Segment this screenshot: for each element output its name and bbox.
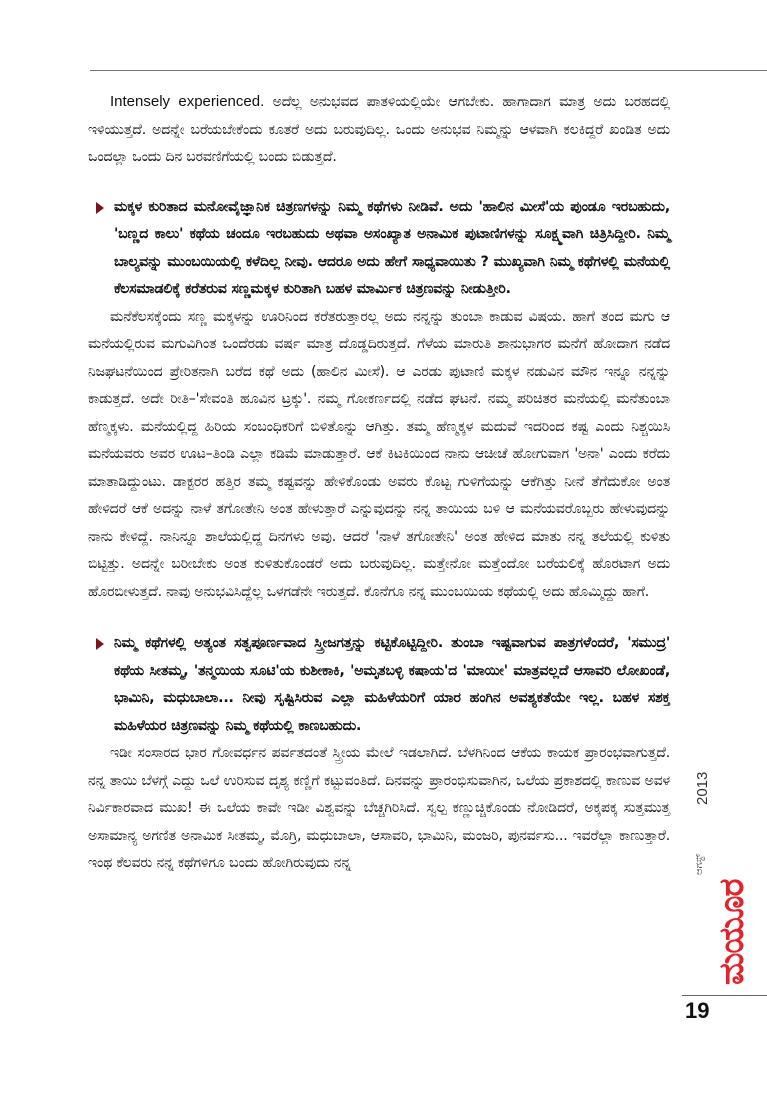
question-2 (88, 630, 670, 740)
issue-month: ಆಗಸ್ಟ್ (694, 853, 705, 875)
intro-paragraph (88, 88, 670, 172)
issue-year: 2013 (694, 771, 711, 805)
top-rule (90, 70, 767, 71)
intro-kannada-text: ಅದೆಲ್ಲ ಅನುಭವದ ಪಾತಳಿಯಲ್ಲಿಯೇ ಆಗಬೇಕು. ಹಾಗಾದಾಗ ಮಾತ್ರ ಅದು ಬರಹದಲ್ಲಿ ಇಳಿಯುತ್ತದೆ. ಅದನ್ನೇ ಬರೆಯಬೇಕೆಂದು ಕೂತರೆ ಅದು ಬರುವುದಿಲ್ಲ. ಒಂದು ಅನುಭವ ನಿಮ್ಮನ್ನು ಆಳವಾಗಿ ಕಲಕಿದ್ದರೆ ಖಂಡಿತ ಅದು ಒಂದಲ್ಲಾ ಒಂದು ದಿನ ಬರವಣಿಗೆಯಲ್ಲಿ ಬಂದು ಬಿಡುತ್ತದೆ. (88, 94, 670, 165)
article-body (88, 88, 670, 878)
intro-english-text: Intensely experienced. (110, 93, 265, 110)
magazine-masthead: ಮಯೂರ (712, 879, 752, 985)
bullet-triangle-icon (96, 202, 104, 214)
answer-2: ಇಡೀ ಸಂಸಾರದ ಭಾರ ಗೋವರ್ಧನ ಪರ್ವತದಂತೆ ಸ್ತ್ರೀಯ ಮೇಲೆ ಇಡಲಾಗಿದೆ. ಬೆಳಗಿನಿಂದ ಆಕೆಯ ಕಾಯಕ ಪ್ರಾರಂಭವಾಗುತ್ತದೆ. ನನ್ನ ತಾಯಿ ಬೆಳಗ್ಗೆ ಎದ್ದು ಒಲೆ ಉರಿಸುವ ದೃಶ್ಯ ಕಣ್ಣಿಗೆ ಕಟ್ಟುವಂತಿದೆ. ದಿನವನ್ನು ಪ್ರಾರಂಭಿಸುವಾಗಿನ, ಒಲೆಯ ಪ್ರಕಾಶದಲ್ಲಿ ಕಾಣುವ ಅವಳ ನಿರ್ವಿಕಾರವಾದ ಮುಖ! ಈ ಒಲೆಯ ಕಾವೇ ಇಡೀ ವಿಶ್ವವನ್ನು ಬೆಚ್ಚಗಿರಿಸಿದೆ. ಸ್ವಲ್ಪ ಕಣ್ಣುಚ್ಚಿಕೊಂಡು ನೋಡಿದರೆ, ಅಕ್ಕಪಕ್ಕ ಸುತ್ತಮುತ್ತ ಅಸಾಮಾನ್ಯ ಅಗಣಿತ ಅನಾಮಿಕ ಸೀತಮ್ಮ, ಮೊಗ್ರಿ, ಮಧುಬಾಲಾ, ಆಸಾವರಿ, ಭಾಮಿನಿ, ಮಂಜರಿ, ಪುನರ್ವಸು... ಇವರೆಲ್ಲಾ ಕಾಣುತ್ತಾರೆ. ಇಂಥ ಕೆಲವರು ನನ್ನ ಕಥೆಗಳಿಗೂ ಬಂದು ಹೋಗಿರುವುದು ನನ್ನ (88, 745, 670, 871)
question-1-text: ಮಕ್ಕಳ ಕುರಿತಾದ ಮನೋವೈಜ್ಞಾನಿಕ ಚಿತ್ರಣಗಳನ್ನು ನಿಮ್ಮ ಕಥೆಗಳು ನೀಡಿವೆ. ಅದು 'ಹಾಲಿನ ಮೀಸೆ'ಯ ಪುಂಡೂ ಇರಬಹುದು, 'ಬಣ್ಣದ ಕಾಲು' ಕಥೆಯ ಚಂದೂ ಇರಬಹುದು ಅಥವಾ ಅಸಂಖ್ಯಾತ ಅನಾಮಿಕ ಪುಟಾಣಿಗಳನ್ನು ಸೂಕ್ಷ್ಮವಾಗಿ ಚಿತ್ರಿಸಿದ್ದೀರಿ. ನಿಮ್ಮ ಬಾಲ್ಯವನ್ನು ಮುಂಬಯಿಯಲ್ಲಿ ಕಳೆದಿಲ್ಲ ನೀವು. ಆದರೂ ಅದು ಹೇಗೆ ಸಾಧ್ಯವಾಯಿತು ? ಮುಖ್ಯವಾಗಿ ನಿಮ್ಮ ಕಥೆಗಳಲ್ಲಿ ಮನೆಯಲ್ಲಿ ಕೆಲಸಮಾಡಲಿಕ್ಕೆ ಕರೆತರುವ ಸಣ್ಣಮಕ್ಕಳ ಕುರಿತಾಗಿ ಬಹಳ ಮಾರ್ಮಿಕ ಚಿತ್ರಣವನ್ನು ನೀಡುತ್ತೀರಿ. (114, 198, 670, 297)
bullet-triangle-icon (96, 638, 104, 650)
page-number: 19 (685, 998, 710, 1023)
answer-1: ಮನೆಕೆಲಸಕ್ಕೆಂದು ಸಣ್ಣ ಮಕ್ಕಳನ್ನು ಊರಿನಿಂದ ಕರೆತರುತ್ತಾರಲ್ಲ ಅದು ನನ್ನನ್ನು ತುಂಬಾ ಕಾಡುವ ವಿಷಯ. ಹಾಗೆ ತಂದ ಮಗು ಆ ಮನೆಯಲ್ಲಿರುವ ಮಗುವಿಗಿಂತ ಒಂದೆರಡು ವರ್ಷ ಮಾತ್ರ ದೊಡ್ಡದಿರುತ್ತದೆ. ಗೆಳೆಯ ಮಾರುತಿ ಶಾನುಭಾಗರ ಮನೆಗೆ ಹೋದಾಗ ನಡೆದ ನಿಜಘಟನೆಯಿಂದ ಪ್ರೇರಿತನಾಗಿ ಬರೆದ ಕಥೆ ಅದು (ಹಾಲಿನ ಮೀಸೆ). ಆ ಎರಡು ಪುಟಾಣಿ ಮಕ್ಕಳ ನಡುವಿನ ಮೌನ ಇನ್ನೂ ನನ್ನನ್ನು ಕಾಡುತ್ತದೆ. ಅದೇ ರೀತಿ–'ಸೇವಂತಿ ಹೂವಿನ ಟ್ರಕ್ಕು'. ನಮ್ಮ ಗೋಕರ್ಣದಲ್ಲಿ ನಡೆದ ಘಟನೆ. ನಮ್ಮ ಪರಿಚಿತರ ಮನೆಯಲ್ಲಿ ಮನೆತುಂಬಾ ಹೆಣ್ಮಕ್ಕಳು. ಮನೆಯಲ್ಲಿದ್ದ ಹಿರಿಯ ಸಂಬಂಧಿಕರಿಗೆ ಬಿಳಿತೊನ್ನು ಆಗಿತ್ತು. ತಮ್ಮ ಹೆಣ್ಮಕ್ಕಳ ಮದುವೆ ಇದರಿಂದ ಕಷ್ಟ ಎಂದು ನಿಶ್ಚಯಿಸಿ ಮನೆಯವರು ಅವರ ಊಟ–ತಿಂಡಿ ಎಲ್ಲಾ ಕಡಿಮೆ ಮಾಡುತ್ತಾರೆ. ಆಕೆ ಕಿಟಕಿಯಿಂದ ನಾನು ಆಚೀಚೆ ಹೋಗುವಾಗ 'ಅನಾ' ಎಂದು ಕರೆದು ಮಾತಾಡಿದ್ದುಂಟು. ಡಾಕ್ಟರರ ಹತ್ತಿರ ತಮ್ಮ ಕಷ್ಟವನ್ನು ಹೇಳಿಕೊಂಡು ಅವರು ಕೊಟ್ಟ ಗುಳಿಗೆಯನ್ನು ಆಕೆಗಿತ್ತು ನೀನೆ ತೆಗೆದುಕೋ ಅಂತ ಹೇಳಿದರೆ ಆಕೆ ಅದನ್ನು ನಾಳೆ ತಗೋತೇನಿ ಅಂತ ಹೇಳುತ್ತಾರೆ ಎನ್ನುವುದನ್ನು ನನ್ನ ತಾಯಿಯ ಬಳಿ ಆ ಮನೆಯವರೊಬ್ಬರು ಹೇಳುವುದನ್ನು ನಾನು ಕೇಳಿದ್ದೆ. ನಾನಿನ್ನೂ ಶಾಲೆಯಲ್ಲಿದ್ದ ದಿನಗಳು ಅವು. ಆದರೆ 'ನಾಳೆ ತಗೋತೇನಿ' ಅಂತ ಹೇಳಿದ ಮಾತು ನನ್ನ ತಲೆಯಲ್ಲಿ ಕುಳಿತು ಬಿಟ್ಟಿತ್ತು. ಅದನ್ನೇ ಬರೀಬೇಕು ಅಂತ ಕುಳಿತುಕೊಂಡರೆ ಅದು ಬರುವುದಿಲ್ಲ. ಮತ್ತೇನೋ ಮತ್ತೆಂದೋ ಬರೆಯಲಿಕ್ಕೆ ಹೊರಟಾಗ ಅದು ಹೊರಬೀಳುತ್ತದೆ. ನಾವು ಅನುಭವಿಸಿದ್ದೆಲ್ಲ ಒಳಗಡೆನೇ ಇರುತ್ತದೆ. ಕೊನೆಗೂ ನನ್ನ ಮುಂಬಯಿಯ ಕಥೆಯಲ್ಲಿ ಅದು ಹೊಮ್ಮಿದ್ದು ಹಾಗೆ. (88, 308, 670, 600)
question-1 (88, 194, 670, 304)
question-2-text: ನಿಮ್ಮ ಕಥೆಗಳಲ್ಲಿ ಅತ್ಯಂತ ಸತ್ವಪೂರ್ಣವಾದ ಸ್ತ್ರೀಜಗತ್ತನ್ನು ಕಟ್ಟಿಕೊಟ್ಟಿದ್ದೀರಿ. ತುಂಬಾ ಇಷ್ಟವಾಗುವ ಪಾತ್ರಗಳೆಂದರೆ, 'ಸಮುದ್ರ' ಕಥೆಯ ಸೀತಮ್ಮ, 'ತನ್ಮಯಿಯ ಸೂಟಿ'ಯ ಕುಶೀಕಾಕಿ, 'ಅಮೃತಬಳ್ಳಿ ಕಷಾಯ'ದ 'ಮಾಯೀ' ಮಾತ್ರವಲ್ಲದೆ ಆಸಾವರಿ ಲೋಖಂಡೆ, ಭಾಮಿನಿ, ಮಧುಬಾಲಾ... ನೀವು ಸೃಷ್ಟಿಸಿರುವ ಎಲ್ಲಾ ಮಹಿಳೆಯರಿಗೆ ಯಾರ ಹಂಗಿನ ಅವಶ್ಯಕತೆಯೇ ಇಲ್ಲ. ಬಹಳ ಸಶಕ್ತ ಮಹಿಳೆಯರ ಚಿತ್ರಣವನ್ನು ನಿಮ್ಮ ಕಥೆಯಲ್ಲಿ ಕಾಣಬಹುದು. (114, 635, 670, 734)
bottom-rule (682, 995, 767, 996)
